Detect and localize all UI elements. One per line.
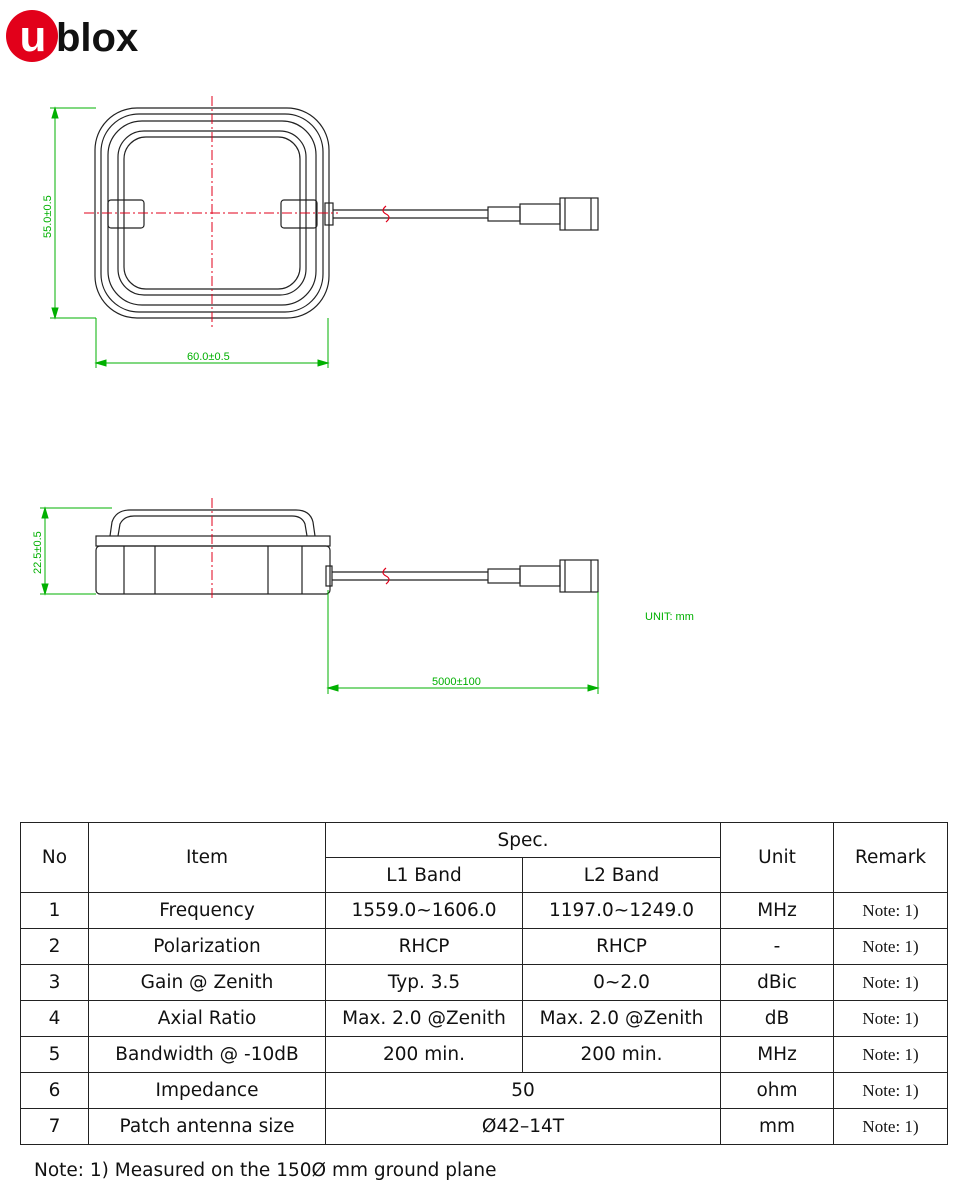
cable-length-dim: 5000±100 bbox=[432, 676, 481, 688]
row-unit: ohm bbox=[721, 1073, 834, 1109]
row-unit: dB bbox=[721, 1001, 834, 1037]
row-l1: Max. 2.0 @Zenith bbox=[326, 1001, 523, 1037]
row-unit: MHz bbox=[721, 1037, 834, 1073]
unit-label: UNIT: mm bbox=[645, 611, 694, 623]
row-l2: 1197.0~1249.0 bbox=[523, 893, 721, 929]
header-unit: Unit bbox=[721, 823, 834, 893]
table-row bbox=[21, 893, 948, 929]
cable-break-marks bbox=[383, 206, 389, 584]
row-remark: Note: 1) bbox=[834, 1073, 948, 1109]
side-height-dim: 22.5±0.5 bbox=[32, 531, 44, 574]
row-remark: Note: 1) bbox=[834, 929, 948, 965]
top-width-dim: 60.0±0.5 bbox=[187, 351, 230, 363]
table-row bbox=[21, 1037, 948, 1073]
spec-table bbox=[20, 822, 948, 1145]
header-spec: Spec. bbox=[326, 823, 721, 858]
logo-badge-letter: u bbox=[19, 12, 47, 61]
row-no: 5 bbox=[21, 1037, 89, 1073]
side-view-cable bbox=[332, 560, 598, 592]
ublox-logo bbox=[0, 0, 160, 72]
row-item: Patch antenna size bbox=[89, 1109, 326, 1145]
row-no: 4 bbox=[21, 1001, 89, 1037]
row-l2: RHCP bbox=[523, 929, 721, 965]
row-l2: 0~2.0 bbox=[523, 965, 721, 1001]
top-view-cable bbox=[333, 198, 598, 230]
table-row bbox=[21, 1001, 948, 1037]
table-row bbox=[21, 965, 948, 1001]
row-item: Axial Ratio bbox=[89, 1001, 326, 1037]
row-item: Gain @ Zenith bbox=[89, 965, 326, 1001]
header-l1-band: L1 Band bbox=[326, 858, 523, 893]
header-remark: Remark bbox=[834, 823, 948, 893]
row-unit: - bbox=[721, 929, 834, 965]
header-item: Item bbox=[89, 823, 326, 893]
row-item: Bandwidth @ -10dB bbox=[89, 1037, 326, 1073]
row-l1: RHCP bbox=[326, 929, 523, 965]
table-row bbox=[21, 929, 948, 965]
row-no: 7 bbox=[21, 1109, 89, 1145]
footnote: Note: 1) Measured on the 150Ø mm ground plane bbox=[34, 1160, 497, 1181]
row-remark: Note: 1) bbox=[834, 1001, 948, 1037]
header-no: No bbox=[21, 823, 89, 893]
table-header-row bbox=[21, 823, 948, 858]
row-remark: Note: 1) bbox=[834, 1109, 948, 1145]
row-item: Polarization bbox=[89, 929, 326, 965]
row-l1: Typ. 3.5 bbox=[326, 965, 523, 1001]
antenna-drawing bbox=[0, 80, 975, 720]
row-remark: Note: 1) bbox=[834, 893, 948, 929]
row-remark: Note: 1) bbox=[834, 965, 948, 1001]
row-unit: mm bbox=[721, 1109, 834, 1145]
row-l1: 1559.0~1606.0 bbox=[326, 893, 523, 929]
side-view-body bbox=[96, 510, 332, 594]
logo-wordmark: blox bbox=[56, 16, 139, 60]
row-l2: 200 min. bbox=[523, 1037, 721, 1073]
row-no: 6 bbox=[21, 1073, 89, 1109]
row-no: 2 bbox=[21, 929, 89, 965]
row-l1: 200 min. bbox=[326, 1037, 523, 1073]
row-remark: Note: 1) bbox=[834, 1037, 948, 1073]
row-unit: dBic bbox=[721, 965, 834, 1001]
table-row bbox=[21, 1109, 948, 1145]
row-spec-merged: Ø42–14T bbox=[326, 1109, 721, 1145]
row-unit: MHz bbox=[721, 893, 834, 929]
row-l2: Max. 2.0 @Zenith bbox=[523, 1001, 721, 1037]
row-item: Frequency bbox=[89, 893, 326, 929]
table-row bbox=[21, 1073, 948, 1109]
top-height-dim: 55.0±0.5 bbox=[42, 195, 54, 238]
row-item: Impedance bbox=[89, 1073, 326, 1109]
row-spec-merged: 50 bbox=[326, 1073, 721, 1109]
row-no: 3 bbox=[21, 965, 89, 1001]
row-no: 1 bbox=[21, 893, 89, 929]
header-l2-band: L2 Band bbox=[523, 858, 721, 893]
